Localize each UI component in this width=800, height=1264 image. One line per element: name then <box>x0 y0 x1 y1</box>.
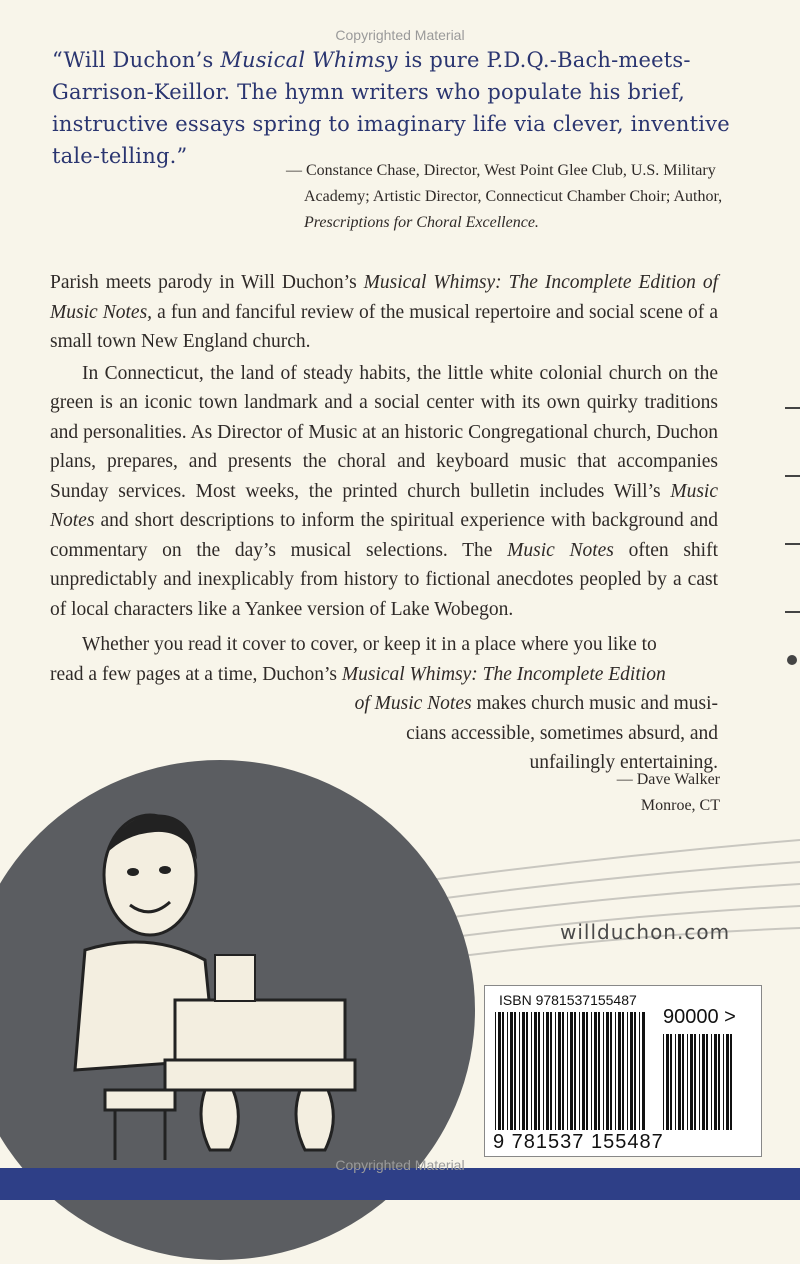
attribution-book: Prescriptions for Choral Excellence. <box>304 214 539 231</box>
watermark-top: Copyrighted Material <box>335 27 465 43</box>
barcode-bar <box>510 1012 513 1130</box>
barcode-bar <box>711 1034 712 1130</box>
blurb-title: Musical Whimsy <box>220 48 398 72</box>
barcode-bar <box>570 1012 573 1130</box>
barcode-bar <box>495 1012 496 1130</box>
barcode-bar <box>543 1012 544 1130</box>
barcode-bar <box>502 1012 504 1130</box>
barcode-bar <box>630 1012 633 1130</box>
barcode-bar <box>579 1012 580 1130</box>
barcode-bar <box>639 1012 640 1130</box>
barcode-bar <box>522 1012 525 1130</box>
watermark-bottom: Copyrighted Material <box>335 1157 465 1173</box>
paragraph-1: Parish meets parody in Will Duchon’s Musical Whimsy: The Incomplete Edition of Music Notes, a fun and fanciful review of the musical repertoire and social scene of a small town New England church. <box>50 272 718 352</box>
isbn-label: ISBN 9781537155487 <box>499 992 637 1008</box>
attribution-text: — Constance Chase, Director, West Point Glee Club, U.S. Military Academy; Artistic Director, Connecticut Chamber Choir; Author, <box>286 162 723 205</box>
reviewer-name: — Dave Walker <box>616 771 720 788</box>
barcode-bar <box>531 1012 532 1130</box>
barcode-bar <box>598 1012 600 1130</box>
barcode-bar <box>678 1034 681 1130</box>
barcode-bar <box>714 1034 717 1130</box>
barcode-bar <box>610 1012 612 1130</box>
isbn-barcode <box>484 985 762 1157</box>
barcode-bar <box>567 1012 568 1130</box>
barcode-bar <box>514 1012 516 1130</box>
barcode-bars <box>495 1012 645 1130</box>
price-code: 90000 > <box>663 1006 736 1028</box>
barcode-bar <box>627 1012 628 1130</box>
barcode-bar <box>702 1034 705 1130</box>
barcode-bar <box>726 1034 729 1130</box>
barcode-bar <box>526 1012 528 1130</box>
review-attribution <box>570 767 720 819</box>
barcode-bar <box>498 1012 501 1130</box>
barcode-bar <box>666 1034 669 1130</box>
barcode-bar <box>682 1034 684 1130</box>
paragraph-3: Whether you read it cover to cover, or keep it in a place where you like to read a few pages at a time, Duchon’s Musical Whimsy: The Incomplete Edition of Music Notes makes church music and musi- cians accessible, sometimes absurd, and unfailingly entertaining. <box>50 634 718 773</box>
barcode-bar <box>594 1012 597 1130</box>
barcode-bar <box>730 1034 732 1130</box>
barcode-bar <box>699 1034 700 1130</box>
barcode-bar <box>582 1012 585 1130</box>
paragraph-2: In Connecticut, the land of steady habits, the little white colonial church on the green is an iconic town landmark and a social center with its own quirky traditions and personalities. As Director of Music at an historic Congregational church, Duchon plans, prepares, and presents the choral and keyboard music that accompanies Sunday services. Most weeks, the printed church bulletin includes Will’s Music Notes and short descriptions to inform the spiritual experience with background and commentary on the day’s musical selections. The Music Notes often shift unpredictably and inexplicably from history to fictional anecdotes peopled by a cast of local characters like a Yankee version of Lake Wobegon. <box>50 362 718 620</box>
barcode-bar <box>574 1012 576 1130</box>
blurb-text-end: is pure P.D.Q.-Bach-meets-Garrison-Keillor. The hymn writers who populate his brief, instructive essays spring to imaginary life via clever, inventive tale-telling.” <box>52 48 730 168</box>
website-url: willduchon.com <box>560 920 731 944</box>
barcode-bar <box>634 1012 636 1130</box>
barcode-bar <box>694 1034 696 1130</box>
blurb-text-start: “Will Duchon’s <box>52 48 221 72</box>
barcode-bar <box>591 1012 592 1130</box>
barcode-bar <box>603 1012 604 1130</box>
barcode-bar <box>642 1012 645 1130</box>
barcode-bar <box>723 1034 724 1130</box>
barcode-bar <box>534 1012 537 1130</box>
isbn-digits: 9 781537 155487 <box>493 1131 664 1153</box>
barcode-bar <box>507 1012 508 1130</box>
barcode-bar <box>606 1012 609 1130</box>
barcode-bar <box>550 1012 552 1130</box>
barcode-bar <box>618 1012 621 1130</box>
reviewer-location: Monroe, CT <box>640 797 720 814</box>
barcode-bar <box>670 1034 672 1130</box>
barcode-bar <box>562 1012 564 1130</box>
barcode-bar <box>558 1012 561 1130</box>
barcode-bar <box>690 1034 693 1130</box>
barcode-bar <box>615 1012 616 1130</box>
barcode-bar <box>555 1012 556 1130</box>
barcode-bar <box>622 1012 624 1130</box>
barcode-bar <box>586 1012 588 1130</box>
barcode-bar <box>687 1034 688 1130</box>
barcode-bar <box>538 1012 540 1130</box>
barcode-bar <box>675 1034 676 1130</box>
barcode-bar <box>718 1034 720 1130</box>
barcode-bar <box>519 1012 520 1130</box>
barcode-bar <box>546 1012 549 1130</box>
barcode-bar <box>663 1034 664 1130</box>
price-barcode-bars <box>663 1034 735 1130</box>
barcode-bar <box>706 1034 708 1130</box>
